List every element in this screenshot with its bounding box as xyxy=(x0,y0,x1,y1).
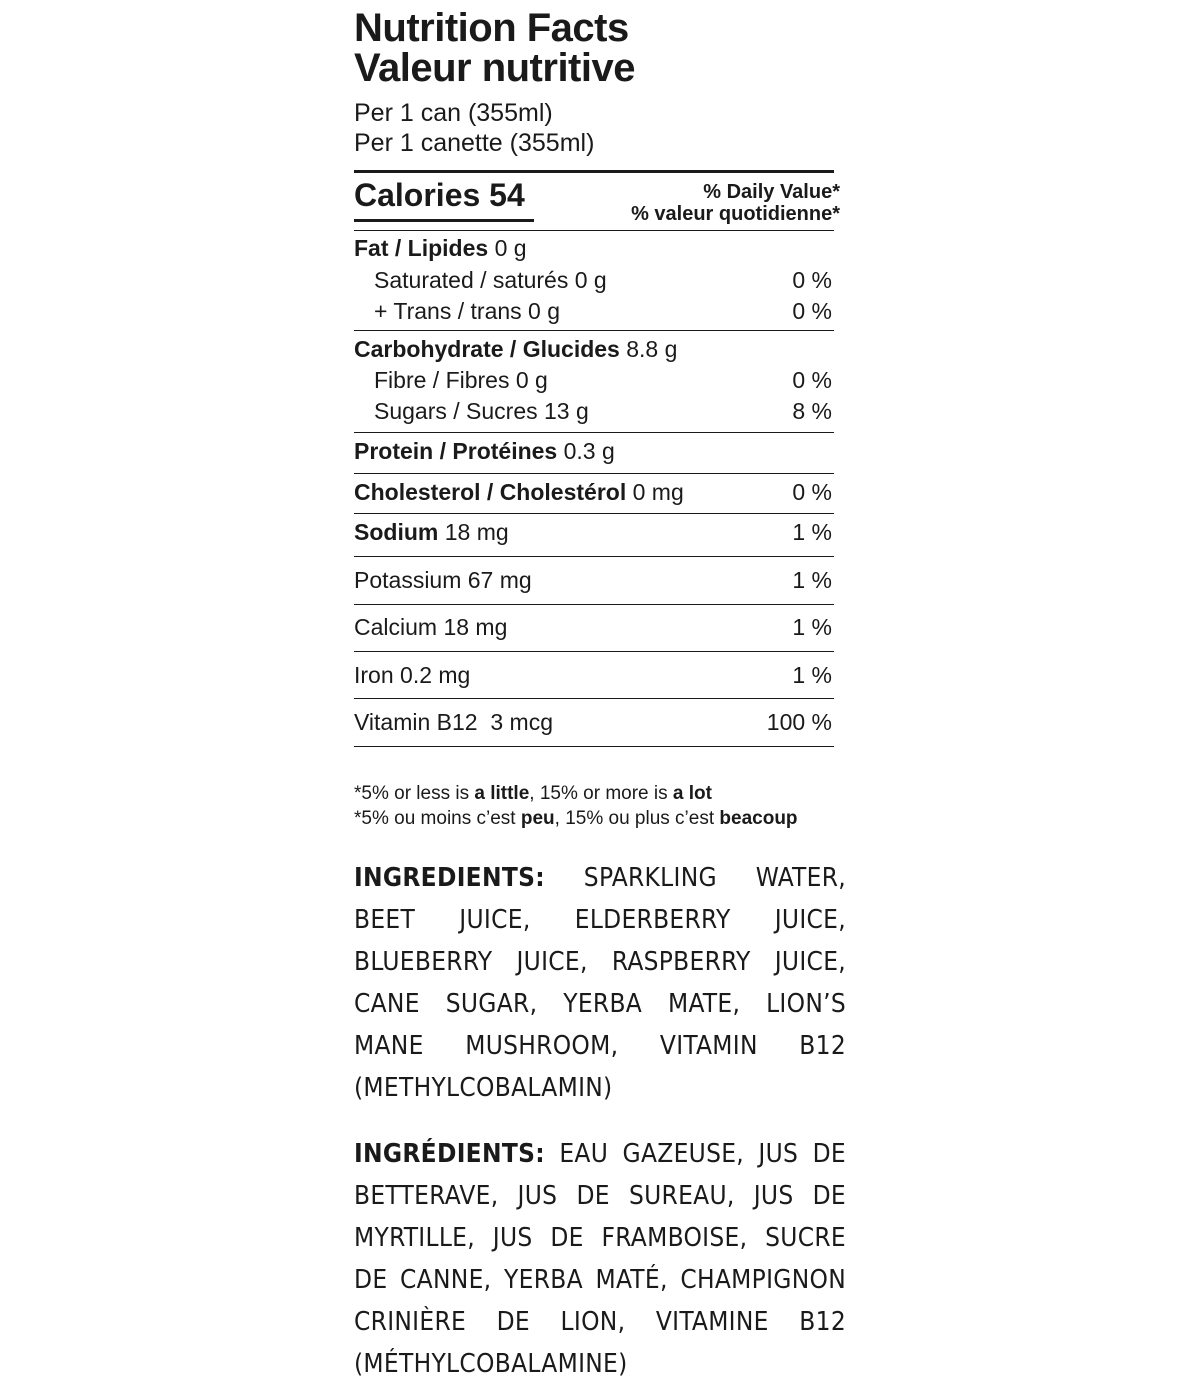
row-fibre xyxy=(354,365,834,395)
protein-label: Protein / Protéines xyxy=(354,438,558,464)
cholesterol-amount: 0 mg xyxy=(632,479,684,505)
serving-en: Per 1 can (355ml) xyxy=(354,99,553,127)
sugars-label: Sugars / Sucres 13 g xyxy=(374,398,589,424)
serving-size xyxy=(354,98,834,158)
row-trans xyxy=(354,296,834,326)
footnote-en-bold1: a little xyxy=(474,783,530,804)
row-sodium xyxy=(354,517,834,547)
vitamin-b12-label: Vitamin B12 3 mcg xyxy=(354,709,554,735)
separator xyxy=(354,651,834,652)
row-carbohydrate xyxy=(354,334,834,364)
row-fat xyxy=(354,233,834,263)
separator xyxy=(354,513,834,514)
carbohydrate-amount: 8.8 g xyxy=(626,336,678,362)
trans-pct: 0 % xyxy=(792,298,832,324)
calories-value: 54 xyxy=(489,177,525,213)
fibre-label: Fibre / Fibres 0 g xyxy=(374,367,548,393)
footnote-en-bold2: a lot xyxy=(672,783,712,804)
protein-amount: 0.3 g xyxy=(563,438,615,464)
cholesterol-pct: 0 % xyxy=(792,479,832,505)
row-iron xyxy=(354,660,834,690)
row-protein xyxy=(354,436,834,466)
separator xyxy=(354,556,834,557)
ingredients-en xyxy=(354,857,846,1109)
iron-label: Iron 0.2 mg xyxy=(354,662,471,688)
fat-label: Fat / Lipides xyxy=(354,235,489,261)
separator xyxy=(354,230,834,231)
saturated-label: Saturated / saturés 0 g xyxy=(374,267,607,293)
calcium-label: Calcium 18 mg xyxy=(354,614,508,640)
calcium-pct: 1 % xyxy=(792,614,832,640)
iron-pct: 1 % xyxy=(792,662,832,688)
trans-label: + Trans / trans 0 g xyxy=(374,298,561,324)
dv-header-en: % Daily Value* xyxy=(703,181,840,203)
separator xyxy=(354,473,834,474)
footnote-fr-bold2: beacoup xyxy=(719,808,798,829)
sodium-pct: 1 % xyxy=(792,519,832,545)
daily-value-header xyxy=(631,181,840,225)
footnotes xyxy=(354,781,834,831)
sugars-pct: 8 % xyxy=(792,398,832,424)
dv-header-fr: % valeur quotidienne* xyxy=(631,203,840,225)
separator xyxy=(354,604,834,605)
calories xyxy=(354,177,525,213)
separator xyxy=(354,698,834,699)
cholesterol-label: Cholesterol / Cholestérol xyxy=(354,479,627,505)
fibre-pct: 0 % xyxy=(792,367,832,393)
ingredients-fr-heading: INGRÉDIENTS: xyxy=(354,1139,545,1169)
row-calcium xyxy=(354,612,834,642)
row-vitamin-b12 xyxy=(354,707,834,737)
ingredients-fr xyxy=(354,1133,846,1385)
calories-label: Calories xyxy=(354,177,481,213)
footnote-fr xyxy=(354,806,834,831)
sodium-amount: 18 mg xyxy=(444,519,509,545)
separator xyxy=(354,432,834,433)
row-saturated xyxy=(354,265,834,295)
sodium-label: Sodium xyxy=(354,519,439,545)
row-cholesterol xyxy=(354,477,834,507)
footnote-fr-part2: , 15% ou plus c’est xyxy=(554,808,720,829)
fat-amount: 0 g xyxy=(494,235,527,261)
calories-block xyxy=(354,173,840,227)
footnote-fr-part1: *5% ou moins c’est xyxy=(354,808,521,829)
footnote-en-part2: , 15% or more is xyxy=(529,783,673,804)
potassium-pct: 1 % xyxy=(792,567,832,593)
serving-fr: Per 1 canette (355ml) xyxy=(354,129,595,157)
calories-underline xyxy=(354,219,534,222)
separator xyxy=(354,330,834,331)
title-en: Nutrition Facts xyxy=(354,6,629,50)
separator xyxy=(354,746,834,747)
ingredients-en-text: SPARKLING WATER, BEET JUICE, ELDERBERRY JUICE, BLUEBERRY JUICE, RASPBERRY JUICE, CANE SUGAR, YERBA MATE, LION’S MANE MUSHROOM, VITAMIN B12 (METHYLCOBALAMIN) xyxy=(354,863,846,1103)
title-fr: Valeur nutritive xyxy=(354,46,635,90)
ingredients-fr-text: EAU GAZEUSE, JUS DE BETTERAVE, JUS DE SUREAU, JUS DE MYRTILLE, JUS DE FRAMBOISE, SUCRE DE CANNE, YERBA MATÉ, CHAMPIGNON CRINIÈRE DE LION, VITAMINE B12 (MÉTHYLCOBALAMINE) xyxy=(354,1139,846,1379)
footnote-en-part1: *5% or less is xyxy=(354,783,475,804)
row-potassium xyxy=(354,565,834,595)
ingredients-en-heading: INGREDIENTS: xyxy=(354,863,545,893)
nutrition-label xyxy=(354,6,846,1385)
footnote-fr-bold1: peu xyxy=(520,808,555,829)
vitamin-b12-pct: 100 % xyxy=(766,709,832,735)
row-sugars xyxy=(354,396,834,426)
saturated-pct: 0 % xyxy=(792,267,832,293)
footnote-en xyxy=(354,781,834,806)
potassium-label: Potassium 67 mg xyxy=(354,567,532,593)
carbohydrate-label: Carbohydrate / Glucides xyxy=(354,336,620,362)
